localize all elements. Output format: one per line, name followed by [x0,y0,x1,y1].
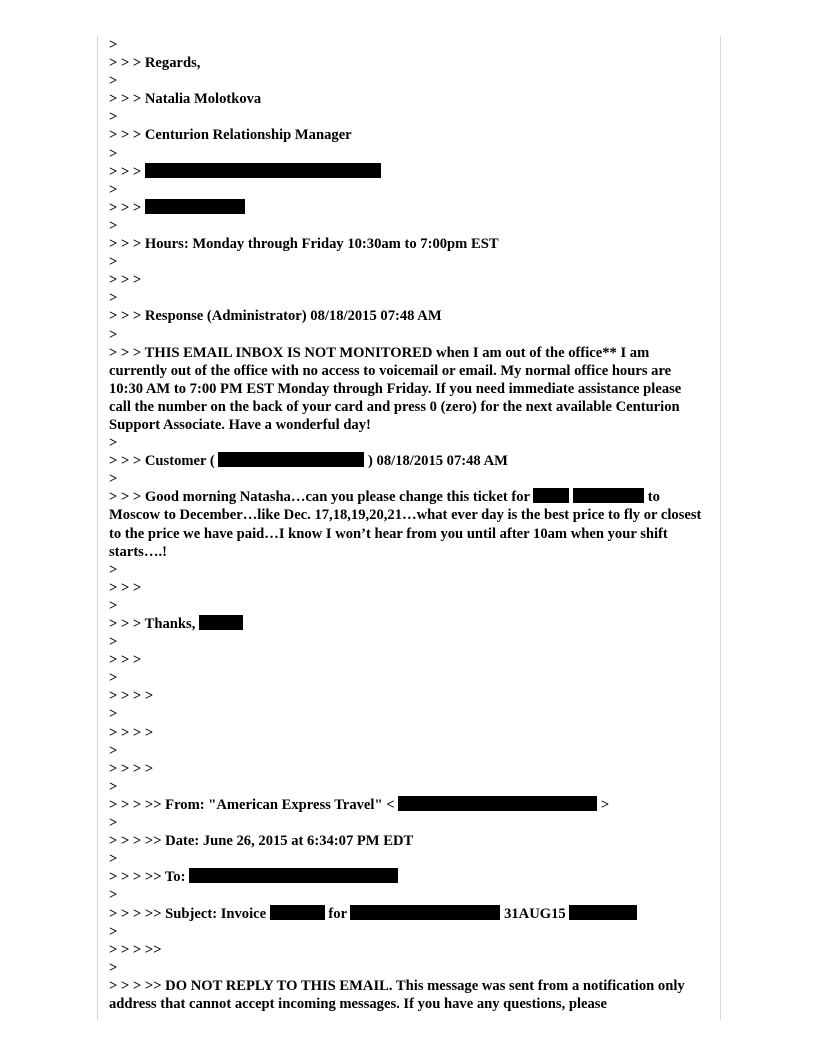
quote-line: > [109,597,118,614]
customer-header: > > > Customer ( ) 08/18/2015 07:48 AM [109,453,508,470]
quote-line: > [109,706,118,723]
quote-line: > [109,670,118,687]
customer-message-paragraph: > > > Good morning Natasha…can you please change this ticket for to Moscow to December…like Dec. 17,18,19,20,21…what ever day is the best price to fly or closest to the price we have paid…I know I won’t hear from you until after 10am when your shift starts….! [109,489,702,560]
document-page [97,36,721,1020]
response-header: > > > Response (Administrator) 08/18/2015 07:48 AM [109,308,442,325]
quote-line: > [109,145,118,162]
quote-line: > [109,181,118,198]
quote-line: > [109,778,118,795]
auto-reply-paragraph: > > > THIS EMAIL INBOX IS NOT MONITORED when I am out of the office** I am currently out of the office with no access to voicemail or email. My normal office hours are 10:30 AM to 7:00 PM EST Monday through Friday. If you need immediate assistance please call the number on the back of your card and press 0 (zero) for the next available Centurion Support Associate. Have a wonderful day! [109,344,682,433]
quote-line: > [109,435,118,452]
thanks-line: > > > Thanks, [109,615,705,633]
redaction-box [573,488,644,503]
quote-line: > [109,923,118,940]
quote-line: > [109,73,118,90]
subject-header: > > > >> Subject: Invoice for 31AUG15 [109,905,705,923]
quote-line: > [109,471,118,488]
office-hours: > > > Hours: Monday through Friday 10:30am to 7:00pm EST [109,236,499,253]
redaction-box [145,163,381,178]
signature-title: > > > Centurion Relationship Manager [109,127,352,144]
date-header: > > > >> Date: June 26, 2015 at 6:34:07 PM EDT [109,833,414,850]
redacted-line: > > > [109,163,705,181]
from-header: > > > >> From: "American Express Travel" < > [109,796,610,813]
email-thread-body [109,36,705,1013]
to-header: > > > >> To: [109,868,705,886]
quote-line: > [109,742,118,759]
signature-name: > > > Natalia Molotkova [109,91,262,108]
redaction-box [533,488,569,503]
quote-line: > [109,109,118,126]
quote-line: > [109,959,118,976]
quote-line: > [109,290,118,307]
quote-line: > > > [109,579,142,596]
quote-line: > [109,37,118,53]
quote-line: > [109,326,118,343]
redaction-box [569,905,637,920]
quote-line: > > > [109,272,142,289]
quote-line: > [109,815,118,832]
redacted-line: > > > [109,199,705,217]
quote-line: > > > > [109,688,154,705]
redaction-box [270,905,325,920]
redaction-box [199,615,243,630]
redaction-box [189,868,398,883]
redaction-box [350,905,500,920]
quote-line: > > > [109,652,142,669]
quote-line: > > > >> [109,941,162,958]
redaction-box [398,796,597,811]
quote-line: > > > > [109,724,154,741]
redaction-box [145,199,245,214]
quote-line: > [109,217,118,234]
notice-paragraph: > > > >> DO NOT REPLY TO THIS EMAIL. This message was sent from a notification only address that cannot accept incoming messages. If you have any questions, please [109,977,685,1012]
redaction-box [218,452,364,467]
quote-line: > > > > [109,760,154,777]
signature-regards: > > > Regards, [109,55,201,72]
quote-line: > [109,887,118,904]
quote-line: > [109,561,118,578]
quote-line: > [109,634,118,651]
quote-line: > [109,851,118,868]
quote-line: > [109,254,118,271]
